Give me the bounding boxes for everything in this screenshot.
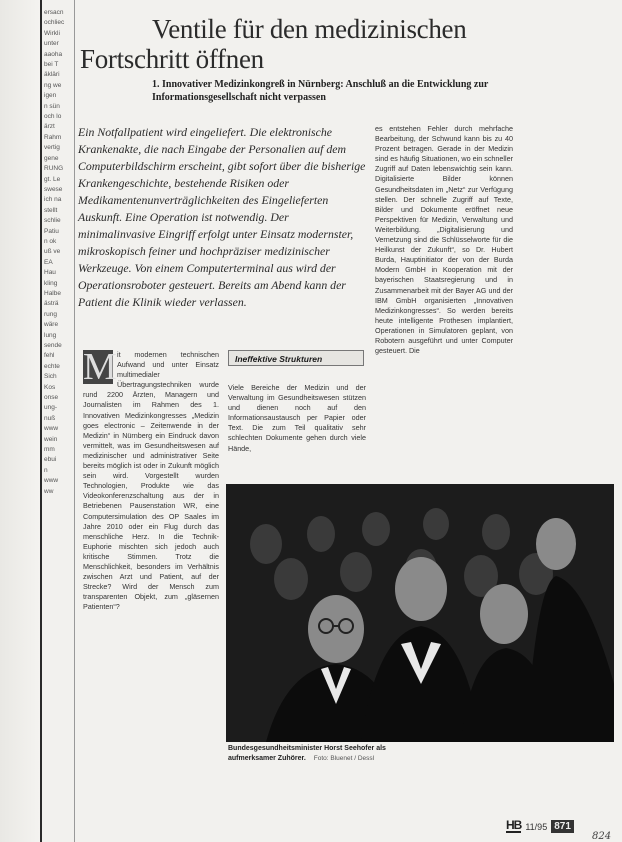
caption-text: Bundesgesundheitsminister Horst Seehofer als aufmerksamer Zuhörer.	[228, 745, 386, 762]
handwritten-page-note: 824	[592, 831, 612, 842]
article-subhead: 1. Innovativer Medizinkongreß in Nürnberg: Anschluß an die Entwicklung zur Informationsgesellschaft nicht verpassen	[152, 79, 489, 103]
margin-snippet: ung-	[44, 404, 58, 412]
margin-snippet: rung	[44, 310, 58, 318]
margin-snippet: Rahm	[44, 133, 62, 141]
headline-line-1: Ventile für den medizinischen	[152, 14, 467, 44]
margin-snippet: wein	[44, 435, 58, 443]
page-number: 871	[551, 820, 574, 833]
margin-snippet: gt. Le	[44, 175, 61, 183]
margin-snippet: ästrä	[44, 300, 59, 308]
margin-snippet: EA	[44, 258, 53, 266]
headline-line-2: Fortschritt öffnen	[80, 44, 264, 74]
photo-caption	[228, 744, 388, 763]
margin-snippet: mm	[44, 446, 55, 454]
margin-snippet: ebui	[44, 456, 57, 464]
margin-snippet: echte	[44, 362, 60, 370]
margin-snippet: wäre	[44, 321, 59, 329]
article-headline	[80, 14, 520, 74]
margin-snippet: och lo	[44, 113, 62, 121]
margin-snippet: n ok	[44, 237, 57, 245]
issue-number: 11/95	[525, 821, 548, 832]
margin-snippet: ärzt	[44, 123, 55, 131]
margin-snippet: schlie	[44, 217, 61, 225]
margin-snippet: ersacn	[44, 9, 64, 16]
margin-snippet: n	[44, 466, 48, 474]
lead-paragraph	[78, 124, 368, 311]
scan-edge	[0, 0, 40, 842]
margin-snippet: Halbe	[44, 289, 61, 297]
margin-snippet: swese	[44, 185, 63, 193]
margin-snippet: gene	[44, 154, 59, 162]
page-edge-line	[74, 0, 75, 842]
body-column-middle	[228, 383, 366, 454]
page-footer	[506, 820, 574, 833]
margin-snippet: uß ve	[44, 248, 61, 256]
margin-snippet: Sich	[44, 373, 57, 381]
margin-snippet: n sün	[44, 102, 60, 110]
margin-snippet: bei T	[44, 61, 59, 69]
margin-snippet: vertig	[44, 144, 60, 152]
margin-snippet: sende	[44, 342, 62, 349]
lead-text: Ein Notfallpatient wird eingeliefert. Die elektronische Krankenakte, die nach Eingabe der Personalien auf dem Computerbildschirm erscheint, gibt sofort über die bisherige Krankengeschichte, bestehende Risiken oder Medikamentenunverträglichkeiten des Eingelieferten Auskunft. Eine Operation ist notwendig. Der minimalinvasive Eingriff erfolgt unter Einsatz modernster, mikroskopisch feiner und hochpräziser medizinischer Werkzeuge. Von einem Computerterminal aus wird der Operationsroboter gesteuert. Bereits am Abend kann der Patient die Klinik wieder verlassen.	[78, 125, 366, 309]
body-text-left: it modernen technischen Aufwand und unter Einsatz multimedialer Übertragungstechniken wurde rund 2200 Ärzten, Managern und Journalisten im Rahmen des 1. Innovativen Medizinkongresses „Medizin goes electronic – Zeitenwende in der Medizin“ in Nürnberg ein Eindruck davon vermittelt, was im Gesundheitswesen auf medizinischer und administrativer Seite bereits möglich ist oder in Zukunft möglich sein wird. Vorgestellt wurden Technologien, Produkte wie das Videokonferenzschaltung aus der in Betriebenen Pausenstation WR, eine Computersimulation des OP Saales im Jahre 2010 oder ein Flug durch das menschliche Herz. In die Technik-Euphorie mischten sich jedoch auch kritische Stimmen. Trotz die Menschlichkeit, besonders im Verhältnis zwischen Arzt und Patient, auf der Strecke? Wird der Mensch zum transparenten Objekt, zum „gläsernen Patienten“?	[83, 350, 219, 612]
margin-snippet: äkläri	[44, 71, 60, 79]
body-column-left	[83, 346, 219, 612]
margin-snippet: www	[44, 477, 59, 485]
drop-cap: M	[83, 346, 117, 388]
body-column-right	[375, 124, 513, 356]
margin-snippet: fehl	[44, 352, 55, 360]
margin-snippet: Hau	[44, 269, 56, 277]
margin-snippet: aaoha	[44, 50, 63, 58]
margin-snippet: RUNG	[44, 165, 64, 173]
margin-snippet: onse	[44, 394, 59, 402]
gutter-line	[40, 0, 42, 842]
margin-snippet: igen	[44, 92, 57, 100]
body-text-middle: Viele Bereiche der Medizin und der Verwaltung im Gesundheitswesen stützen und dienen noch auf den Informationsaustausch per Papier oder Text. Die zum Teil qualitativ sehr schlechten Dokumente gehen durch viele Hände,	[228, 383, 366, 453]
margin-snippet: ww	[44, 487, 54, 495]
margin-snippet: www	[44, 425, 59, 433]
margin-snippet: ochliec	[44, 19, 65, 27]
photo-credit: Foto: Bluenet / Dessl	[313, 754, 375, 762]
margin-snippet: nuß	[44, 414, 56, 422]
margin-snippet: kling	[44, 279, 58, 287]
margin-snippet: lung	[44, 331, 57, 339]
audience-photo	[226, 484, 614, 742]
photo-illustration	[226, 484, 614, 742]
body-text-right: es entstehen Fehler durch mehrfache Bearbeitung, der Schwund kann bis zu 40 Prozent betragen. Gerade in der Medizin sind es häufig Situationen, wo ein schneller Zugriff auf Daten lebenswichtig sein kann. Digitalisierte Bilder können Gesundheitsdaten im „Netz“ zur Verfügung stellen. Der schnelle Zugriff auf Texte, Bilder und Dokumente eröffnet neue Perspektiven für Medizin, Verwaltung und Weiterbildung. „Digitalisierung und Vernetzung sind die Schlüsselworte für die Heilkunst der Zukunft“, so Dr. Hubert Burda, Hauptinitiator der von der Burda Modern GmbH in Kooperation mit der bayerischen Staatsregierung und in Zusammenarbeit mit der Bayer AG und der IBM GmbH organisierten „Innovativen Medizinkongresses“. So werden bereits heute intelligente Prothesen implantiert, Operationen in Simulatoren geplant, von Robotern ausgeführt und unter Computer gesteuert. Die	[375, 124, 513, 356]
margin-snippet: Wirkli	[44, 29, 60, 37]
magazine-logo: HB	[506, 818, 522, 832]
margin-snippet: stellt	[44, 206, 58, 214]
margin-snippet: Patiu	[44, 227, 59, 235]
margin-snippet: ich na	[44, 196, 62, 204]
margin-snippet: Kos	[44, 383, 56, 391]
margin-snippet: unter	[44, 40, 59, 48]
section-heading-box: Ineffektive Strukturen	[228, 350, 364, 366]
neighbor-page-margin	[44, 8, 72, 828]
margin-snippet: ng we	[44, 81, 62, 89]
